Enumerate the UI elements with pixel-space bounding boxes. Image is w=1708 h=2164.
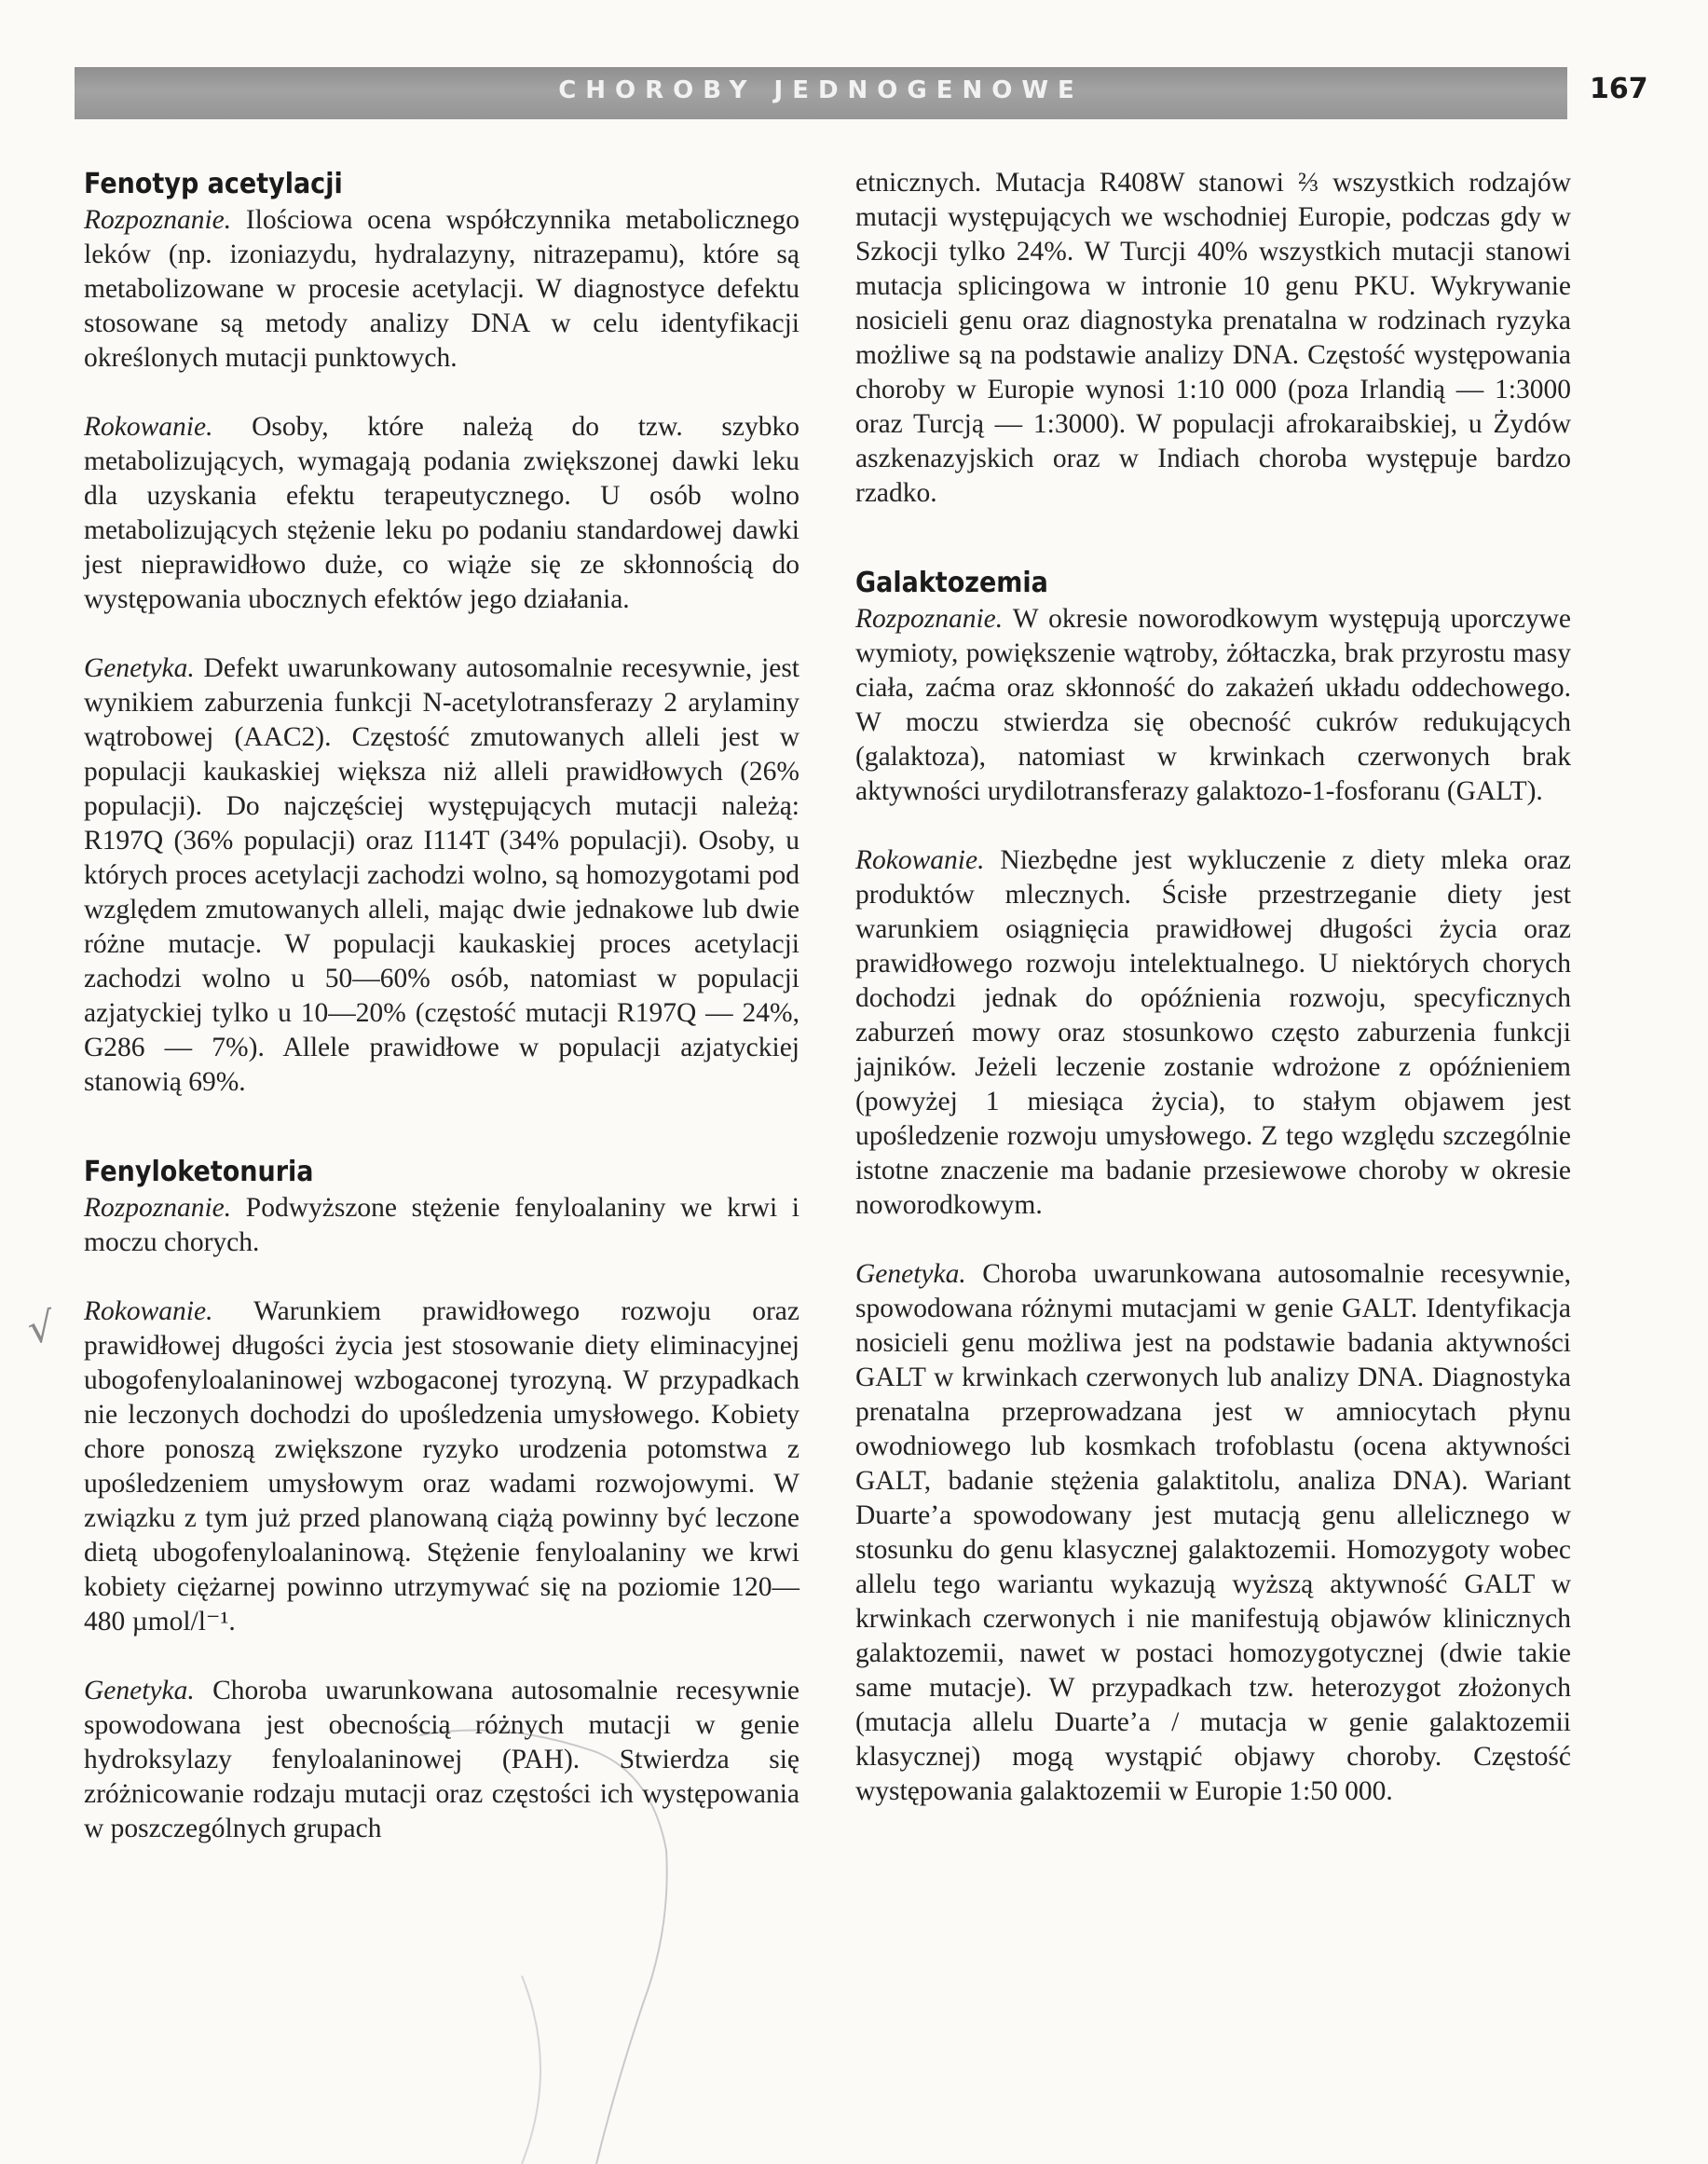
left-column — [84, 166, 799, 1846]
right-column — [855, 166, 1571, 1809]
paragraph-text: Choroba uwarunkowana autosomalnie recesywnie spowodowana jest obecnością różnych mutacji w genie hydroksylazy fenyloalaninowej (PAH). Stwierdza się zróżnicowanie rodzaju mutacji oraz częstości ich występowania w poszczególnych grupach — [84, 1676, 799, 1843]
page-number: 167 — [1590, 73, 1648, 105]
paragraph — [84, 203, 799, 376]
paragraph-text: Defekt uwarunkowany autosomalnie recesywnie, jest wynikiem zaburzenia funkcji N-acetylotransferazy 2 arylaminy wątrobowej (AAC2). Częstość zmutowanych alleli jest w populacji kaukaskiej większa niż alleli prawidłowych (26% populacji). Do najczęściej występujących mutacji należą: R197Q (36% populacji) oraz I114T (34% populacji). Osoby, u których proces acetylacji zachodzi wolno, są homozygotami pod względem zmutowanych alleli, mając dwie jednakowe lub dwie różne mutacje. W populacji kaukaskiej proces acetylacji zachodzi wolno u 50—60% osób, natomiast w populacji azjatyckiej tylko u 10—20% (częstość mutacji R197Q — 24%, G286 — 7%). Allele prawidłowe w populacji azjatyckiej stanowią 69%. — [84, 653, 799, 1097]
running-title: CHOROBY JEDNOGENOWE — [558, 76, 1084, 104]
paragraph — [84, 1294, 799, 1639]
section-heading-fenyloketonuria: Fenyloketonuria — [84, 1156, 314, 1188]
paragraph-text: Choroba uwarunkowana autosomalnie recesywnie, spowodowana różnymi mutacjami w genie GALT. Identyfikacja nosicieli genu możliwa jest na podstawie badania aktywności GALT w krwinkach czerwonych lub analizy DNA. Diagnostyka prenatalna przeprowadzana jest w amniocytach płynu owodniowego lub kosmkach trofoblastu (ocena aktywności GALT, badanie stężenia galaktitolu, analiza DNA). Wariant Duarte’a spowodowany jest mutacją genu allelicznego w stosunku do genu klasycznej galaktozemii. Homozygoty wobec allelu tego wariantu wykazują wyższą aktywność GALT w krwinkach czerwonych i nie manifestują objawów klinicznych galaktozemii, nawet w postaci homozygotycznej (dwie takie same mutacje). W przypadkach tzw. heterozygot złożonych (mutacja allelu Duarte’a / mutacja w genie galaktozemii klasycznej) mogą wystąpić objawy choroby. Częstość występowania galaktozemii w Europie 1:50 000. — [855, 1259, 1571, 1806]
paragraph — [855, 843, 1571, 1223]
paragraph — [84, 1674, 799, 1846]
paragraph-lead: Rozpoznanie. — [84, 205, 232, 235]
paragraph-lead: Rokowanie. — [84, 1296, 213, 1326]
paragraph-continued: etnicznych. Mutacja R408W stanowi ⅔ wszystkich rodzajów mutacji występujących we wschodniej Europie, podczas gdy w Szkocji tylko 24%. W Turcji 40% wszystkich mutacji stanowi mutacja splicingowa w intronie 10 genu PKU. Wykrywanie nosicieli genu oraz diagnostyka prenatalna w rodzinach ryzyka możliwe są na podstawie analizy DNA. Częstość występowania choroby w Europie wynosi 1:10 000 (poza Irlandią — 1:3000 oraz Turcją — 1:3000). W populacji afrokaraibskiej, u Żydów aszkenazyjskich oraz w Indiach choroba występuje bardzo rzadko. — [855, 168, 1571, 508]
section-heading-galaktozemia: Galaktozemia — [855, 567, 1048, 599]
paragraph-lead: Rokowanie. — [855, 845, 985, 875]
paragraph-text: Warunkiem prawidłowego rozwoju oraz prawidłowej długości życia jest stosowanie diety eliminacyjnej ubogofenyloalaninowej wzbogaconej tyrozyną. W przypadkach nie leczonych dochodzi do upośledzenia umysłowego. Kobiety chore ponoszą zwiększone ryzyko urodzenia potomstwa z upośledzeniem umysłowym oraz wadami rozwojowymi. W związku z tym już przed planowaną ciążą powinny być leczone dietą ubogofenyloalaninową. Stężenie fenyloalaniny we krwi kobiety ciężarnej powinno utrzymywać się na poziomie 120—480 µmol/l⁻¹. — [84, 1296, 799, 1637]
paragraph-lead: Genetyka. — [84, 653, 195, 683]
paragraph-lead: Rokowanie. — [84, 412, 213, 442]
margin-check-mark: √ — [24, 1303, 58, 1354]
paragraph — [855, 602, 1571, 809]
pencil-stroke — [522, 1976, 540, 2164]
paragraph-text: Ilościowa ocena współczynnika metabolicznego leków (np. izoniazydu, hydralazyny, nitrazepamu), które są metabolizowane w procesie acetylacji. W diagnostyce defektu stosowane są metody analizy DNA w celu identyfikacji określonych mutacji punktowych. — [84, 205, 799, 373]
paragraph — [855, 1257, 1571, 1809]
paragraph-lead: Rozpoznanie. — [84, 1193, 232, 1223]
paragraph-text: Osoby, które należą do tzw. szybko metabolizujących, wymagają podania zwiększonej dawki leku dla uzyskania efektu terapeutycznego. U osób wolno metabolizujących stężenie leku po podaniu standardowej dawki jest nieprawidłowo duże, co wiąże się ze skłonnością do występowania ubocznych efektów jego działania. — [84, 412, 799, 614]
paragraph-text: Podwyższone stężenie fenyloalaniny we krwi i moczu chorych. — [84, 1193, 799, 1257]
paragraph — [84, 410, 799, 617]
paragraph-text: W okresie noworodkowym występują uporczywe wymioty, powiększenie wątroby, żółtaczka, brak przyrostu masy ciała, zaćma oraz skłonność do zakażeń układu oddechowego. W moczu stwierdza się obecność cukrów redukujących (galaktoza), natomiast w krwinkach czerwonych brak aktywności urydilotransferazy galaktozo-1-fosforanu (GALT). — [855, 604, 1571, 806]
paragraph-lead: Rozpoznanie. — [855, 604, 1004, 634]
paragraph — [84, 1191, 799, 1260]
paragraph-lead: Genetyka. — [855, 1259, 966, 1289]
paragraph-lead: Genetyka. — [84, 1676, 195, 1705]
section-heading-fenotyp: Fenotyp acetylacji — [84, 168, 343, 200]
paragraph-text: Niezbędne jest wykluczenie z diety mleka oraz produktów mlecznych. Ścisłe przestrzeganie diety jest warunkiem osiągnięcia prawidłowej długości życia oraz prawidłowego rozwoju intelektualnego. U niektórych chorych dochodzi jednak do opóźnienia rozwoju, specyficznych zaburzeń mowy oraz stosunkowo często zaburzenia funkcji jajników. Jeżeli leczenie zostanie wdrożone z opóźnieniem (powyżej 1 miesiąca życia), to stałym objawem jest upośledzenie rozwoju umysłowego. Z tego względu szczególnie istotne znaczenie ma badanie przesiewowe choroby w okresie noworodkowym. — [855, 845, 1571, 1220]
paragraph — [84, 651, 799, 1100]
